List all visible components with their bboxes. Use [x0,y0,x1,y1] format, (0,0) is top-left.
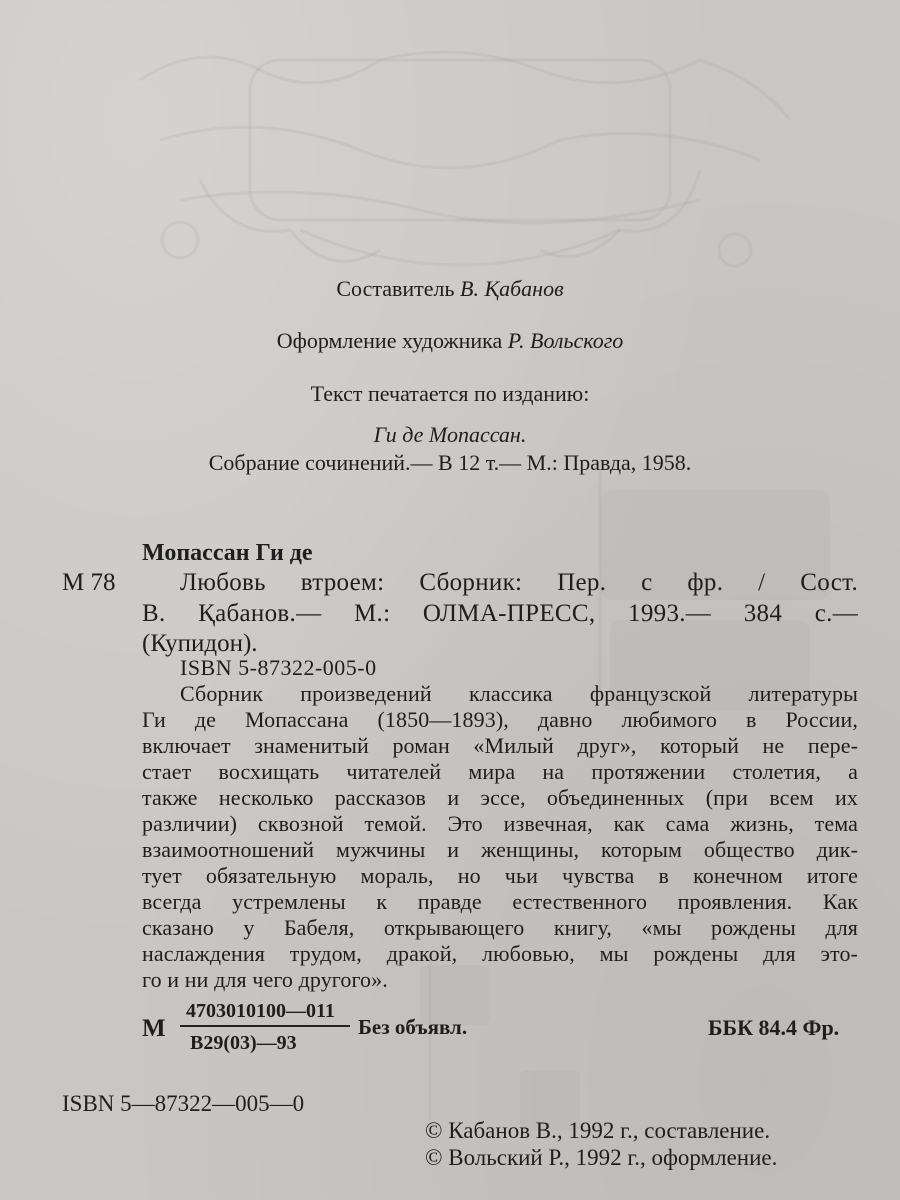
design-name: Р. Вольского [507,328,624,353]
bib-line-2: В. Қабанов.— М.: ОЛМА-ПРЕСС, 1993.— 384 с.— [142,600,858,627]
annotation-line-9: всегда устремлены к правде естественного проявления. Как [142,889,858,914]
compiler-name: В. Қабанов [460,276,564,301]
footer-isbn: ISBN 5—87322—005—0 [62,1091,305,1116]
compiler-credit [0,278,900,300]
udc-code: М 78 [62,569,116,596]
source-author: Ги де Мопассан. [373,422,527,447]
index-denominator: В29(03)—93 [190,1032,297,1054]
no-announce: Без объявл. [358,1015,468,1039]
design-credit [0,330,900,352]
bbk-code: ББК 84.4 Фр. [708,1015,840,1040]
annotation-line-12: го и ни для чего другого». [142,967,388,992]
index-fraction-bar [180,1025,350,1027]
index-numerator: 4703010100—011 [186,1000,335,1022]
annotation-line-4: стает восхищать читателей мира на протяжении столетия, а [142,759,858,784]
bib-line-3: (Купидон). [142,630,258,657]
annotation-line-11: наслаждения трудом, дракой, любовью, мы рождены для это- [142,941,858,966]
annotation-line-8: тует обязательную мораль, но чьи чувства в конечном итоге [142,863,858,888]
compiler-label: Составитель [336,276,455,301]
source-edition: Собрание сочинений.— В 12 т.— М.: Правда, 1958. [208,450,692,475]
author-heading: Мопассан Ги де [142,540,313,566]
index-prefix: М [142,1015,166,1042]
annotation-line-5: также несколько рассказов и эссе, объединенных (при всем их [142,785,858,810]
annotation-line-7: взаимоотношений мужчины и женщины, которым общество дик- [142,837,858,862]
annotation-line-3: включает знаменитый роман «Милый друг», который не пере- [142,733,858,758]
catalog-isbn: ISBN 5-87322-005-0 [180,655,377,680]
annotation-line-10: сказано у Бабеля, открывающего книгу, «мы рождены для [142,915,858,940]
bib-line-1: Любовь втроем: Сборник: Пер. с фр. / Сост. [180,569,858,596]
annotation-line-6: различии) сквозной темой. Это извечная, как сама жизнь, тема [142,811,858,836]
copyright-design: © Вольский Р., 1992 г., оформление. [425,1145,778,1170]
annotation-line-1: Сборник произведений классика французской литературы [180,681,858,706]
copyright-compiler: © Кабанов В., 1992 г., составление. [425,1118,771,1143]
source-label: Текст печатается по изданию: [310,381,590,406]
design-label: Оформление художника [276,328,503,353]
annotation-line-2: Ги де Мопассана (1850—1893), давно любимого в России, [142,707,858,732]
